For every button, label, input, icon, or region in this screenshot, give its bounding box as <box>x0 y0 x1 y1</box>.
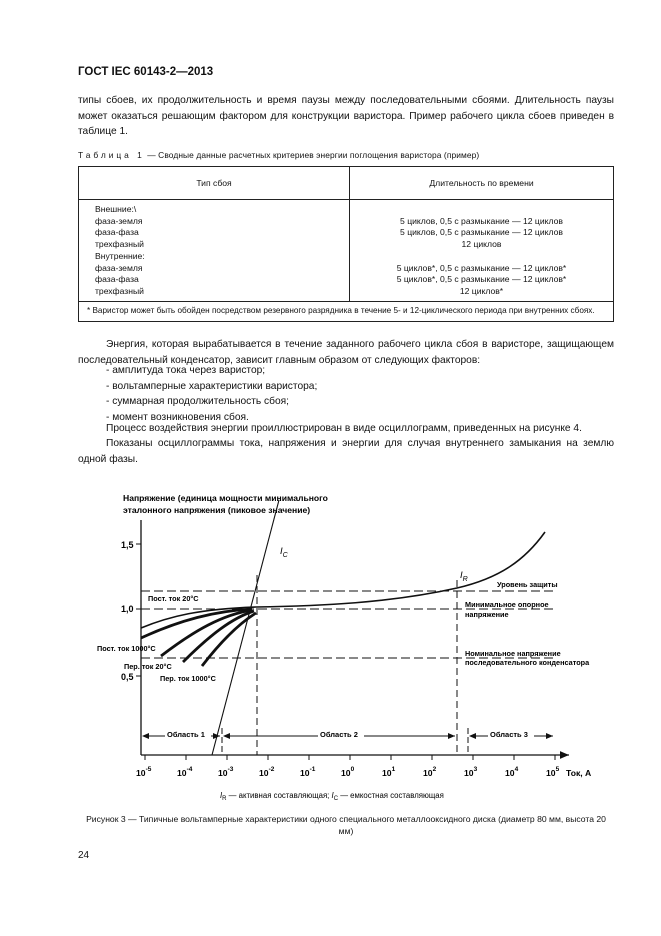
table-row-duration: 5 циклов, 0,5 с размыкание — 12 циклов <box>400 215 563 226</box>
table-row-type: трехфазный <box>95 285 144 296</box>
process-paragraph: Процесс воздействия энергии проиллюстрирован в виде осциллограмм, приведенных на рисунке 4. <box>106 423 582 434</box>
table-row-duration: 12 циклов* <box>459 285 504 296</box>
table-row-type: Внешние:\ <box>95 204 137 214</box>
list-item: - амплитуда тока через варистор; <box>106 365 266 376</box>
energy-paragraph: Энергия, которая вырабатывается в течение заданного рабочего цикла сбоя в варисторе, защищающем последовательный конденсатор, зависит главным образом от следующих факторов: <box>78 339 614 366</box>
x-tick-label: $10^{-1}$ <box>300 766 316 778</box>
table-caption-text: — Сводные данные расчетных критериев энергии поглощения варистора (пример) <box>147 150 480 160</box>
label-ac-20: Пер. ток 20°С <box>124 662 172 671</box>
table-header-type: Тип сбоя <box>79 167 350 200</box>
label-dc-1000: Пост. ток 1000°С <box>97 644 156 653</box>
figure-caption: Рисунок 3 — Типичные вольтамперные характеристики одного специального металлооксидного диска (диаметр 80 мм, высота 20 мм) <box>86 814 606 836</box>
factor-list <box>106 363 317 425</box>
x-tick-label: $10^3$ <box>464 766 478 778</box>
ic-label: $I_C$ <box>280 546 288 559</box>
intro-paragraph: типы сбоев, их продолжительность и время паузы между последовательными сбоями. Длительность паузы может оказаться решающим фактором для конструкции варистора. Пример рабочего цикла сбоев приведен в таблице 1. <box>78 95 614 137</box>
document-header: ГОСТ IEC 60143-2—2013 <box>78 66 214 78</box>
y-tick-label: 0,5 <box>121 672 134 682</box>
vi-characteristic-figure <box>0 480 661 800</box>
table-row-type: Внутренние: <box>95 250 145 261</box>
table-row-type: трехфазный <box>95 239 144 250</box>
x-tick-label: $10^5$ <box>546 766 560 778</box>
table-row-type: фаза-фаза <box>95 274 139 285</box>
region-1-label: Область 1 <box>167 730 205 739</box>
table-row-type: фаза-фаза <box>95 227 139 238</box>
x-tick-label: $10^0$ <box>341 766 355 778</box>
table-caption <box>78 150 479 160</box>
ir-label: $I_R$ <box>460 570 468 583</box>
min-reference-label-2: напряжение <box>465 610 509 619</box>
table-caption-label: Таблица 1 <box>78 150 145 160</box>
figure-legend: $I_R$ — активная составляющая; $I_C$ — емкостная составляющая <box>220 791 444 800</box>
table-footnote: * Варистор может быть обойден посредством резервного разрядника в течение 5- и 12-циклического периода при внутренних сбоях. <box>79 301 614 321</box>
table-row-duration: 5 циклов, 0,5 с размыкание — 12 циклов <box>400 227 563 238</box>
label-ac-1000: Пер. ток 1000°С <box>160 674 216 683</box>
x-tick-label: $10^2$ <box>423 766 437 778</box>
region-2-label: Область 2 <box>320 730 358 739</box>
x-axis-label: Ток, А <box>566 768 592 778</box>
table-row-duration: 12 циклов <box>461 239 502 250</box>
shown-paragraph: Показаны осциллограммы тока, напряжения и энергии для случая внутреннего замыкания на землю одной фазы. <box>78 438 614 465</box>
table-row-duration <box>350 251 613 263</box>
nominal-voltage-label-1: Номинальное напряжение <box>465 649 561 658</box>
x-tick-label: $10^4$ <box>505 766 519 778</box>
y-tick-label: 1,0 <box>121 604 134 614</box>
table-row-type: фаза-земля <box>95 215 143 226</box>
table-header-duration: Длительность по времени <box>350 167 614 200</box>
table-row-duration: 5 циклов*, 0,5 с размыкание — 12 циклов* <box>396 262 567 273</box>
nominal-voltage-label-2: последовательного конденсатора <box>465 658 590 667</box>
region-3-label: Область 3 <box>490 730 528 739</box>
label-dc-20: Пост. ток 20°С <box>148 594 199 603</box>
x-tick-label: $10^{-5}$ <box>136 766 152 778</box>
x-tick-group <box>136 755 560 778</box>
summary-table <box>78 166 614 322</box>
list-item: - вольтамперные характеристики варистора; <box>106 380 318 392</box>
y-tick-label: 1,5 <box>121 540 134 550</box>
table-row-duration <box>350 204 613 216</box>
x-tick-label: $10^{-2}$ <box>259 766 275 778</box>
page-number: 24 <box>78 850 90 861</box>
y-axis-label-line2: эталонного напряжения (пиковое значение) <box>123 505 311 515</box>
list-item: - момент возникновения сбоя. <box>106 411 249 423</box>
x-tick-label: $10^1$ <box>382 766 396 778</box>
min-reference-label-1: Минимальное опорное <box>465 600 549 609</box>
table-row-duration: 5 циклов*, 0,5 с размыкание — 12 циклов* <box>396 274 567 285</box>
x-tick-label: $10^{-3}$ <box>218 766 234 778</box>
protection-level-label: Уровень защиты <box>497 580 558 589</box>
table-cell-types <box>79 200 350 302</box>
table-row-type: фаза-земля <box>95 262 143 273</box>
x-tick-label: $10^{-4}$ <box>177 766 193 778</box>
table-cell-durations <box>350 200 614 302</box>
list-item: - суммарная продолжительность сбоя; <box>106 396 289 407</box>
y-axis-label-line1: Напряжение (единица мощности минимального <box>123 493 328 503</box>
